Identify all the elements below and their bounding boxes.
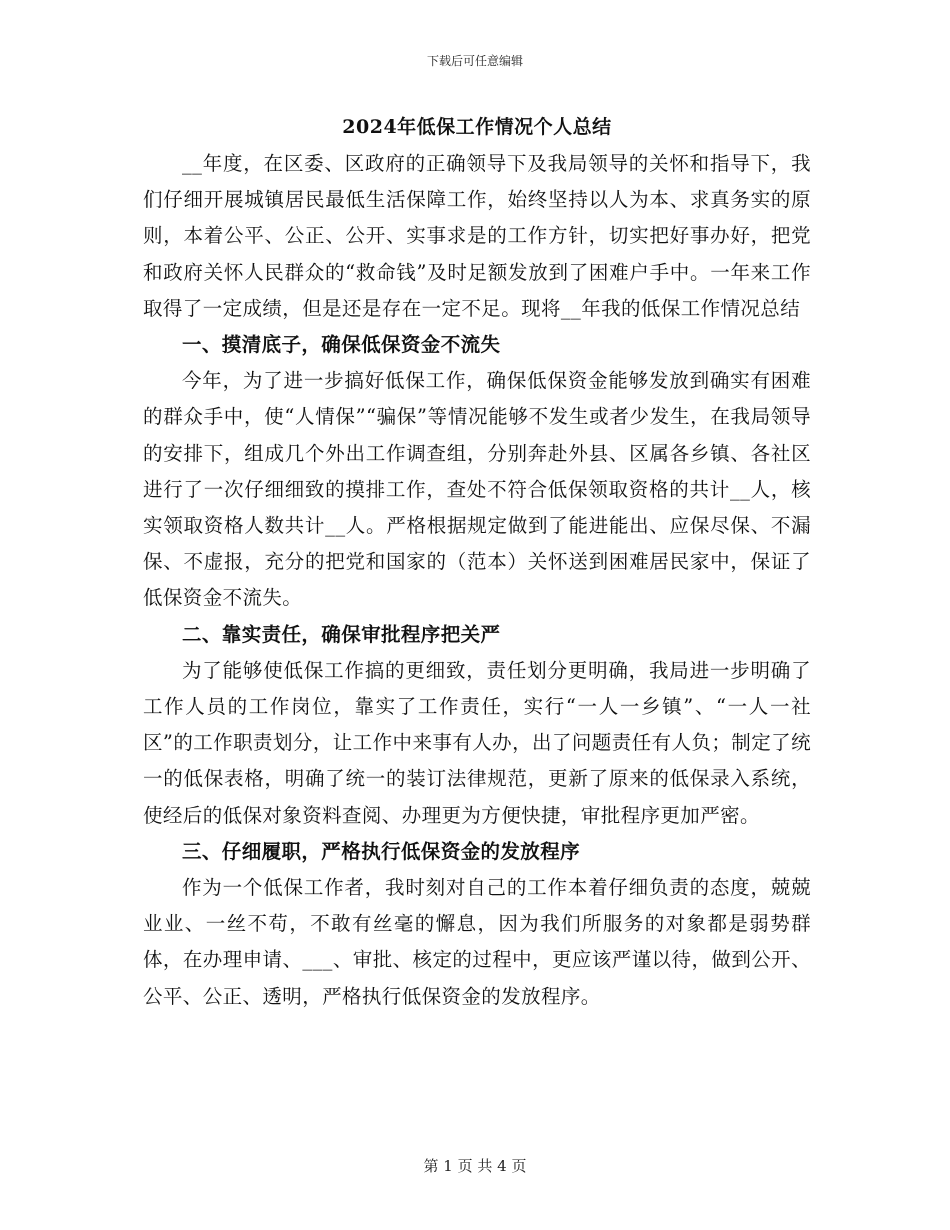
section-2-paragraph: 为了能够使低保工作搞的更细致，责任划分更明确，我局进一步明确了工作人员的工作岗位，靠实了工作责任，实行“一人一乡镇”、“一人一社区”的工作职责划分，让工作中来事有人办，出了问题责任有人负；制定了统一的低保表格，明确了统一的装订法律规范，更新了原来的低保录入系统，使经后的低保对象资料查阅、办理更为方便快捷，审批程序更加严密。 — [143, 658, 811, 827]
intro-paragraph: __年度，在区委、区政府的正确领导下及我局领导的关怀和指导下，我们仔细开展城镇居民最低生活保障工作，始终坚持以人为本、求真务实的原则，本着公平、公正、公开、实事求是的工作方针，切实把好事办好，把党和政府关怀人民群众的“救命钱”及时足额发放到了困难户手中。一年来工作取得了一定成绩，但是还是存在一定不足。现将__年我的低保工作情况总结 — [143, 152, 811, 320]
section-heading-2: 二、靠实责任，确保审批程序把关严 — [182, 622, 501, 646]
document-title: 2024年低保工作情况个人总结 — [342, 116, 612, 138]
section-3-paragraph: 作为一个低保工作者，我时刻对自己的工作本着仔细负责的态度，兢兢业业、一丝不苟，不敢有丝毫的懈息，因为我们所服务的对象都是弱势群体，在办理申请、___、审批、核定的过程中，更应该严谨以待，做到公开、公平、公正、透明，严格执行低保资金的发放程序。 — [143, 876, 811, 1008]
section-heading-3: 三、仔细履职，严格执行低保资金的发放程序 — [182, 839, 581, 863]
section-1-paragraph: 今年，为了进一步搞好低保工作，确保低保资金能够发放到确实有困难的群众手中，使“人情保”“骗保”等情况能够不发生或者少发生，在我局领导的安排下，组成几个外出工作调查组，分别奔赴外县、区属各乡镇、各社区进行了一次仔细细致的摸排工作，查处不符合低保领取资格的共计__人，核实领取资格人数共计__人。严格根据规定做到了能进能出、应保尽保、不漏保、不虚报，充分的把党和国家的（范本）关怀送到困难居民家中，保证了低保资金不流失。 — [143, 369, 811, 610]
page-header: 下载后可任意编辑 — [426, 54, 523, 68]
page-footer: 第 1 页 共 4 页 — [423, 1157, 527, 1175]
section-heading-1: 一、摸清底子，确保低保资金不流失 — [182, 333, 501, 357]
document-body — [143, 108, 811, 1015]
